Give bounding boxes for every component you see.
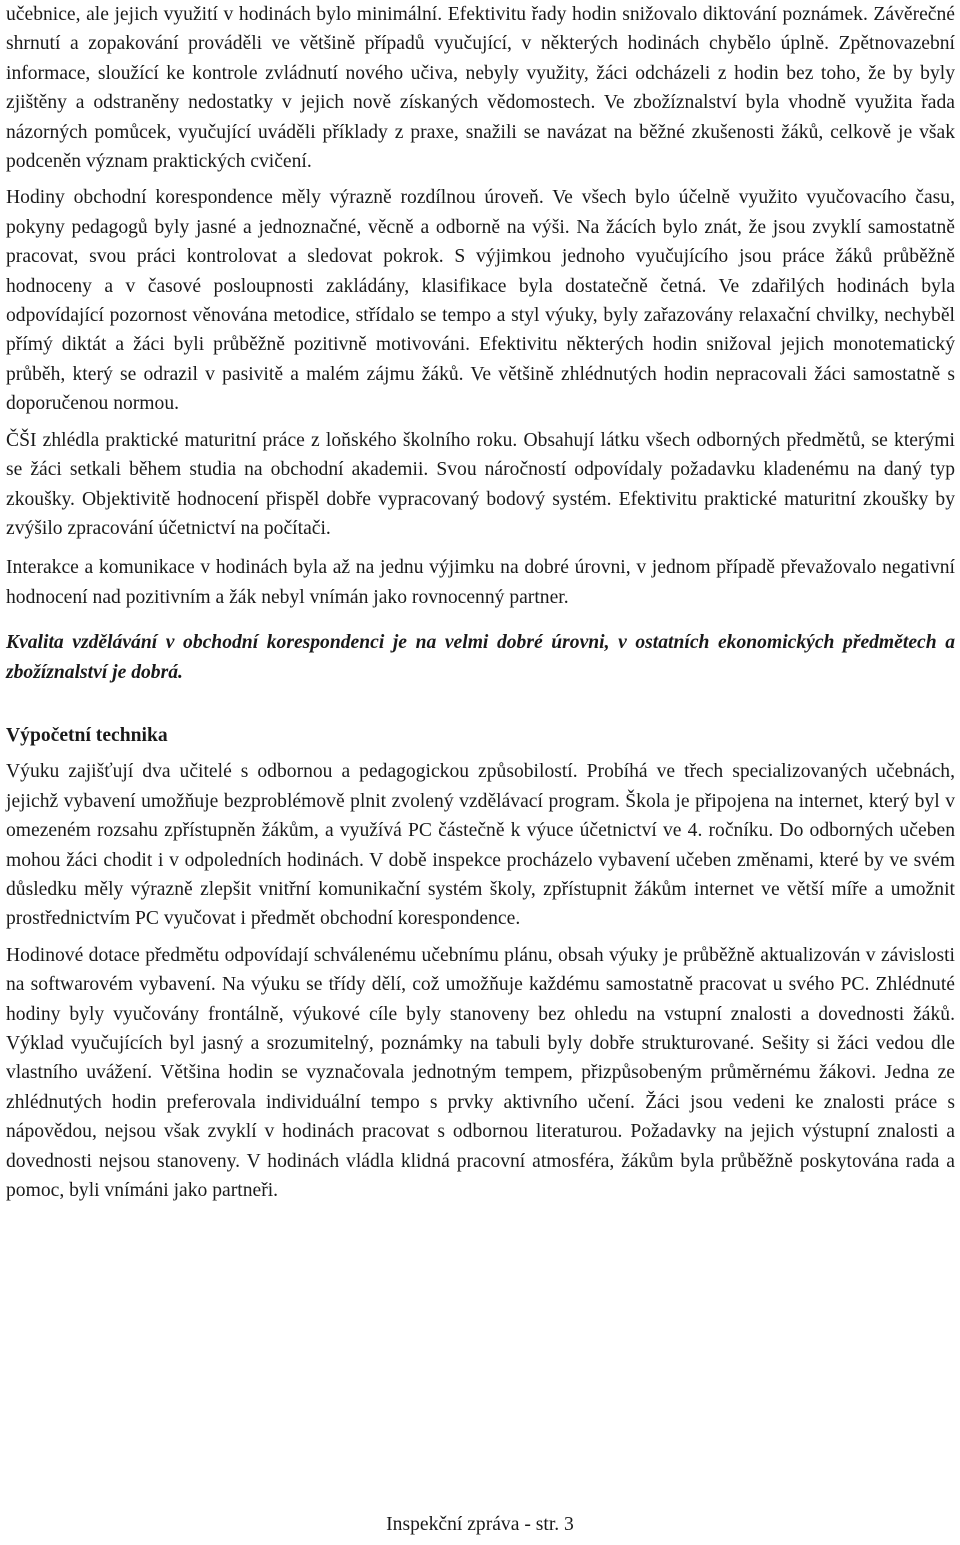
document-page (6, 0, 955, 1205)
paragraph-computing-staff: Výuku zajišťují dva učitelé s odbornou a pedagogickou způsobilostí. Probíhá ve třech specializovaných učebnách, jejichž vybavení umožňuje bezproblémově plnit zvolený vzdělávací program. Škola je připojena na internet, který byl v omezeném rozsahu zpřístupněn žákům, a využívá PC částečně k výuce účetnictví ve 4. ročníku. Do odborných učeben mohou žáci chodit i v odpoledních hodinách. V době inspekce procházelo vybavení učeben změnami, které by ve svém důsledku měly výrazně zlepšit vnitřní komunikační systém školy, zpřístupnit žákům internet ve větší míře a umožnit prostřednictvím PC vyučovat i předmět obchodní korespondence. (6, 761, 955, 930)
section-heading-computing: Výpočetní technika (6, 724, 168, 746)
paragraph-interaction: Interakce a komunikace v hodinách byla až na jednu výjimku na dobré úrovni, v jednom případě převažovalo negativní hodnocení nad pozitivním a žák nebyl vnímán jako rovnocenný partner. (6, 557, 955, 608)
paragraph-final-exams: ČŠI zhlédla praktické maturitní práce z loňského školního roku. Obsahují látku všech odborných předmětů, se kterými se žáci setkali během studia na obchodní akademii. Svou náročností odpovídaly požadavku kladenému na daný typ zkoušky. Objektivitě hodnocení přispěl dobře vypracovaný bodový systém. Efektivitu praktické maturitní zkoušky by zvýšilo zpracování účetnictví na počítači. (6, 429, 955, 539)
quality-summary: Kvalita vzdělávání v obchodní korespondenci je na velmi dobré úrovni, v ostatních ekonomických předmětech a zbožíznalství je dobrá. (6, 632, 955, 683)
paragraph-teaching-methods: učebnice, ale jejich využití v hodinách bylo minimální. Efektivitu řady hodin snižovalo diktování poznámek. Závěrečné shrnutí a zopakování prováděli ve většině případů vyučující, v některých hodinách chybělo úplně. Zpětnovazební informace, sloužící ke kontrole zvládnutí nového učiva, nebyly využity, žáci odcházeli z hodin bez toho, že by byly zjištěny a odstraněny nedostatky v jejich nově získaných vědomostech. Ve zbožíznalství byla vhodně využita řada názorných pomůcek, vyučující uváděli příklady z praxe, snažili se navázat na běžné zkušenosti žáků, celkově je však podceněn význam praktických cvičení. (6, 4, 955, 173)
paragraph-business-correspondence: Hodiny obchodní korespondence měly výrazně rozdílnou úroveň. Ve všech bylo účelně využito vyučovacího času, pokyny pedagogů byly jasné a jednoznačné, věcně a odborně na výši. Na žácích bylo znát, že jsou zvyklí samostatně pracovat, svou práci kontrolovat a sledovat pokrok. S výjimkou jednoho vyučujícího jsou práce žáků průběžně hodnoceny a v časové posloupnosti zakládány, klasifikace byla dostatečně četná. Ve zdařilých hodinách byla odpovídající pozornost věnována metodice, střídalo se tempo a styl výuky, byly zařazovány relaxační chvilky, nechyběl přímý diktát a žáci byli průběžně pozitivně motivováni. Efektivitu některých hodin snižoval jejich monotematický průběh, který se odrazil v pasivitě a malém zájmu žáků. Ve většině zhlédnutých hodin nepracovali žáci samostatně s doporučenou normou. (6, 187, 955, 415)
paragraph-computing-lessons: Hodinové dotace předmětu odpovídají schválenému učebnímu plánu, obsah výuky je průběžně aktualizován v závislosti na softwarovém vybavení. Na výuku se třídy dělí, což umožňuje každému samostatně pracovat u svého PC. Zhlédnuté hodiny byly vyučovány frontálně, výukové cíle byly stanoveny bez ohledu na vstupní znalosti a dovednosti žáků. Výklad vyučujících byl jasný a srozumitelný, poznámky na tabuli byly dobře strukturované. Sešity si žáci vedou dle vlastního uvážení. Většina hodin se vyznačovala jednotným tempem, přizpůsobeným průměrnému žákovi. Jedna ze zhlédnutých hodin preferovala individuální tempo s prvky aktivního učení. Žáci jsou vedeni ke znalosti práce s nápovědou, nejsou však zvyklí v hodinách pracovat s odbornou literaturou. Požadavky na jejich výstupní znalosti a dovednosti nejsou stanoveny. V hodinách vládla klidná pracovní atmosféra, žákům byla průběžně poskytována rada a pomoc, byli vnímáni jako partneři. (6, 944, 955, 1202)
page-footer: Inspekční zpráva - str. 3 (386, 1514, 574, 1535)
